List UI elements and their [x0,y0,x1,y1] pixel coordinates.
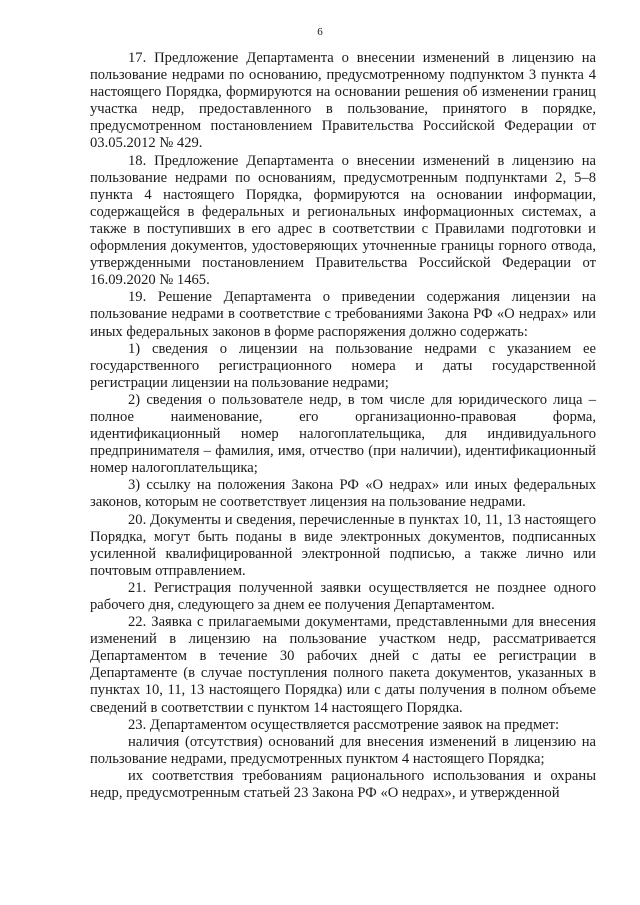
paragraph-22: 22. Заявка с прилагаемыми документами, представленными для внесения изменений в лицензию на пользование участком недр, рассматривается Департаментом в течение 30 рабочих дней с даты ее регистрации в Департаменте (в случае поступления полного пакета документов, указанных в пунктах 10, 11, 13 настоящего Порядка) или с даты получения в полном объеме сведений в соответствии с пунктом 14 настоящего Порядка. [90,614,596,716]
paragraph-18: 18. Предложение Департамента о внесении изменений в лицензию на пользование недрами по основаниям, предусмотренным подпунктами 2, 5–8 пункта 4 настоящего Порядка, формируются на основании информации, содержащейся в федеральных и региональных информационных системах, а также в поступивших в его адрес в соответствии с Правилами подготовки и оформления документов, удостоверяющих уточненные границы горного отвода, утвержденными постановлением Правительства Российской Федерации от 16.09.2020 № 1465. [90,152,596,289]
list-item-19-1: 1) сведения о лицензии на пользование недрами с указанием ее государственного регистрационного номера и даты государственной регистрации лицензии на пользование недрами; [90,340,596,391]
list-item-23-2: их соответствия требованиям рационального использования и охраны недр, предусмотренным статьей 23 Закона РФ «О недрах», и утвержденной [90,767,596,802]
list-item-19-2: 2) сведения о пользователе недр, в том числе для юридического лица – полное наименование, его организационно-правовая форма, идентификационный номер налогоплательщика, для индивидуального предпринимателя – фамилия, имя, отчество (при наличии), идентификационный номер налогоплательщика; [90,391,596,477]
document-body [90,50,596,802]
page-number: 6 [317,26,323,38]
paragraph-19: 19. Решение Департамента о приведении содержания лицензии на пользование недрами в соответствие с требованиями Закона РФ «О недрах» или иных федеральных законов в форме распоряжения должно содержать: [90,289,596,340]
list-item-19-3: 3) ссылку на положения Закона РФ «О недрах» или иных федеральных законов, которым не соответствует лицензия на пользование недрами. [90,477,596,511]
list-item-23-1: наличия (отсутствия) оснований для внесения изменений в лицензию на пользование недрами, предусмотренных пунктом 4 настоящего Порядка; [90,733,596,767]
paragraph-23: 23. Департаментом осуществляется рассмотрение заявок на предмет: [128,716,560,733]
paragraph-17: 17. Предложение Департамента о внесении изменений в лицензию на пользование недрами по основанию, предусмотренному подпунктом 3 пункта 4 настоящего Порядка, формируются на основании решения об изменении границ участка недр, предоставленного в пользование, принятого в порядке, предусмотренном постановлением Правительства Российской Федерации от 03.05.2012 № 429. [90,50,596,152]
paragraph-20: 20. Документы и сведения, перечисленные в пунктах 10, 11, 13 настоящего Порядка, могут быть поданы в виде электронных документов, подписанных усиленной квалифицированной электронной подписью, а также лично или почтовым отправлением. [90,511,596,579]
paragraph-21: 21. Регистрация полученной заявки осуществляется не позднее одного рабочего дня, следующего за днем ее получения Департаментом. [90,579,596,613]
